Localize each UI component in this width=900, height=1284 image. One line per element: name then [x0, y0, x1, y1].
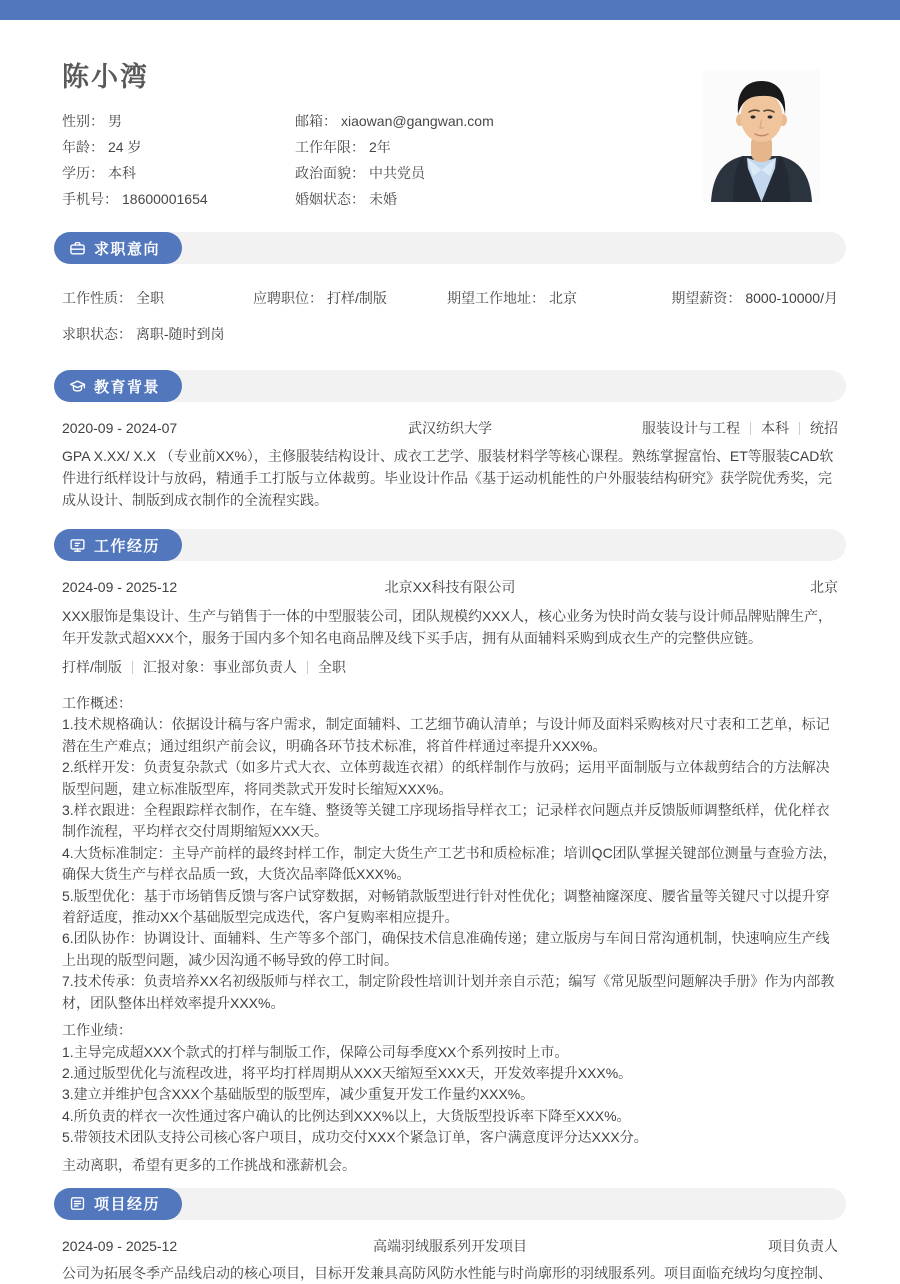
education-meta: [596, 419, 839, 437]
overview-item: 3.样衣跟进：全程跟踪样衣制作，在车缝、整烫等关键工序现场指导样衣工；记录样衣问题点并反馈版师调整纸样，优化样衣制作流程，平均样衣交付周期缩短XXX天。: [62, 802, 830, 840]
graduation-cap-icon: [69, 378, 86, 395]
education-major: 服装设计与工程: [642, 420, 740, 436]
vertical-separator: [132, 661, 133, 674]
personal-info-left-column: [62, 108, 295, 212]
overview-item: 1.技术规格确认：依据设计稿与客户需求，制定面辅料、工艺细节确认清单；与设计师及面料采购核对尺寸表和工艺单，标记潜在生产难点；通过组织产前会议，明确各环节技术标准，将首件样通过率提升XXX%。: [62, 716, 830, 754]
info-gender: 性别： 男: [62, 113, 122, 129]
achievement-item: 5.带领技术团队支持公司核心客户项目，成功交付XXX个紧急订单，客户满意度评分达XXX分。: [62, 1129, 648, 1146]
field-expected-salary: 期望薪资： 8000-10000/月: [671, 290, 838, 306]
education-degree: 本科: [761, 420, 789, 436]
project-name: 高端羽绒服系列开发项目: [373, 1237, 527, 1254]
work-company: 北京XX科技有限公司: [384, 579, 516, 595]
work-position-row: [62, 657, 838, 677]
education-entry-row: [62, 419, 838, 437]
monitor-icon: [69, 537, 86, 554]
field-target-position: 应聘职位： 打样/制版: [253, 290, 387, 306]
education-school: 武汉纺织大学: [408, 420, 492, 436]
work-entry-row: [62, 578, 838, 596]
section-pill-project-experience: [54, 1188, 182, 1220]
overview-item: 4.大货标准制定：主导产前样的最终封样工作，制定大货生产工艺书和质检标准；培训QC团队掌握关键部位测量与查验方法，确保大货生产与样衣品质一致，大货次品率降低XXX%。: [62, 844, 837, 883]
overview-item: 5.版型优化：基于市场销售反馈与客户试穿数据，对畅销款版型进行针对性优化；调整袖窿深度、腰省量等关键尺寸以提升穿着舒适度，推动XX个基础版型完成迭代，客户复购率相应提升。: [62, 887, 830, 926]
achievement-item: 2.通过版型优化与流程改进，将平均打样周期从XXX天缩短至XXX天，开发效率提升XXX%。: [62, 1064, 633, 1081]
section-header-education: [54, 370, 846, 402]
education-description: GPA X.XX/ X.X （专业前XX%），主修服装结构设计、成衣工艺学、服装材料学等核心课程。熟练掌握富怡、ET等服装CAD软件进行纸样设计与放码，精通手工打版与立体裁剪。毕业设计作品《基于运动机能性的户外服装结构研究》获学院优秀奖，完成从设计、制版到成衣制作的全流程实践。: [62, 448, 834, 508]
profile-photo: [703, 70, 820, 202]
section-pill-work-experience: [54, 529, 182, 561]
section-title: 求职意向: [94, 240, 161, 258]
section-title: 教育背景: [94, 378, 161, 396]
field-job-status: 求职状态： 离职-随时到岗: [62, 326, 225, 342]
achievement-item: 4.所负责的样衣一次性通过客户确认的比例达到XXX%以上，大货版型投诉率下降至XXX%。: [62, 1107, 631, 1124]
section-title: 项目经历: [94, 1196, 161, 1214]
achievement-item: 3.建立并维护包含XXX个基础版型的版型库，减少重复开发工作量约XXX%。: [62, 1086, 535, 1103]
info-political-status: 政治面貌： 中共党员: [295, 165, 425, 181]
section-header-work-experience: [54, 529, 846, 561]
candidate-name: 陈小湾: [62, 62, 149, 92]
overview-item: 6.团队协作：协调设计、面辅料、生产等多个部门，确保技术信息准确传递；建立版房与车间日常沟通机制，快速响应生产线上出现的版型问题，减少因沟通不畅导致的停工时间。: [62, 930, 830, 968]
work-achievements-block: [62, 1020, 838, 1148]
vertical-separator: [750, 422, 751, 435]
section-pill-job-intention: [54, 232, 182, 264]
info-phone: 手机号： 18600001654: [62, 191, 208, 207]
work-report-to: 汇报对象：事业部负责人: [142, 659, 297, 675]
project-period: 2024-09 - 2025-12: [62, 1237, 178, 1254]
work-achievements-title: 工作业绩：: [62, 1022, 132, 1039]
section-title: 工作经历: [94, 537, 161, 555]
info-age: 年龄： 24 岁: [62, 139, 142, 155]
company-introduction: XXX服饰是集设计、生产与销售于一体的中型服装公司，团队规模约XXX人，核心业务为快时尚女装与设计师品牌贴牌生产，年开发款式超XXX个，服务于国内多个知名电商品牌及线下买手店，拥有从面辅料采购到成衣生产的完整供应链。: [62, 608, 833, 646]
section-pill-education: [54, 370, 182, 402]
resume-header: [62, 20, 838, 212]
overview-item: 7.技术传承：负责培养XX名初级版师与样衣工，制定阶段性培训计划并亲自示范；编写《常见版型问题解决手册》作为内部教材，团队整体出样效率提升XXX%。: [62, 973, 835, 1011]
section-header-job-intention: [54, 232, 846, 264]
achievement-item: 1.主导完成超XXX个款式的打样与制版工作，保障公司每季度XX个系列按时上市。: [62, 1043, 569, 1060]
info-email: 邮箱： xiaowan@gangwan.com: [295, 113, 494, 129]
project-role: 项目负责人: [768, 1237, 838, 1254]
project-entry-row: [62, 1237, 838, 1255]
resume-page: [0, 20, 900, 1284]
info-work-years: 工作年限： 2年: [295, 139, 391, 155]
work-overview-title: 工作概述：: [62, 695, 132, 711]
job-intention-fields-row: [62, 288, 838, 308]
work-overview-block: [62, 693, 838, 1014]
document-list-icon: [69, 1195, 86, 1212]
vertical-separator: [799, 422, 800, 435]
education-period: 2020-09 - 2024-07: [62, 420, 178, 436]
work-employment-type: 全职: [317, 659, 346, 675]
work-location: 北京: [810, 579, 838, 595]
leaving-reason: 主动离职，希望有更多的工作挑战和涨薪机会。: [62, 1156, 356, 1173]
briefcase-icon: [69, 240, 86, 257]
info-education-level: 学历： 本科: [62, 165, 136, 181]
work-position: 打样/制版: [62, 659, 122, 675]
top-accent-bar: [0, 0, 900, 20]
field-target-location: 期望工作地址： 北京: [447, 290, 577, 306]
work-period: 2024-09 - 2025-12: [62, 579, 178, 595]
info-marital-status: 婚姻状态： 未婚: [295, 191, 397, 207]
education-admission-type: 统招: [810, 420, 838, 436]
overview-item: 2.纸样开发：负责复杂款式（如多片式大衣、立体剪裁连衣裙）的纸样制作与放码；运用平面制版与立体裁剪结合的方法解决版型问题，建立标准版型库，将同类款式开发时长缩短XXX%。: [62, 759, 830, 797]
field-job-nature: 工作性质： 全职: [62, 290, 164, 306]
project-description: 公司为拓展冬季产品线启动的核心项目，目标开发兼具高防风防水性能与时尚廓形的羽绒服系列。项目面临充绒均匀度控制、: [62, 1264, 832, 1281]
section-header-project-experience: [54, 1188, 846, 1220]
vertical-separator: [307, 661, 308, 674]
